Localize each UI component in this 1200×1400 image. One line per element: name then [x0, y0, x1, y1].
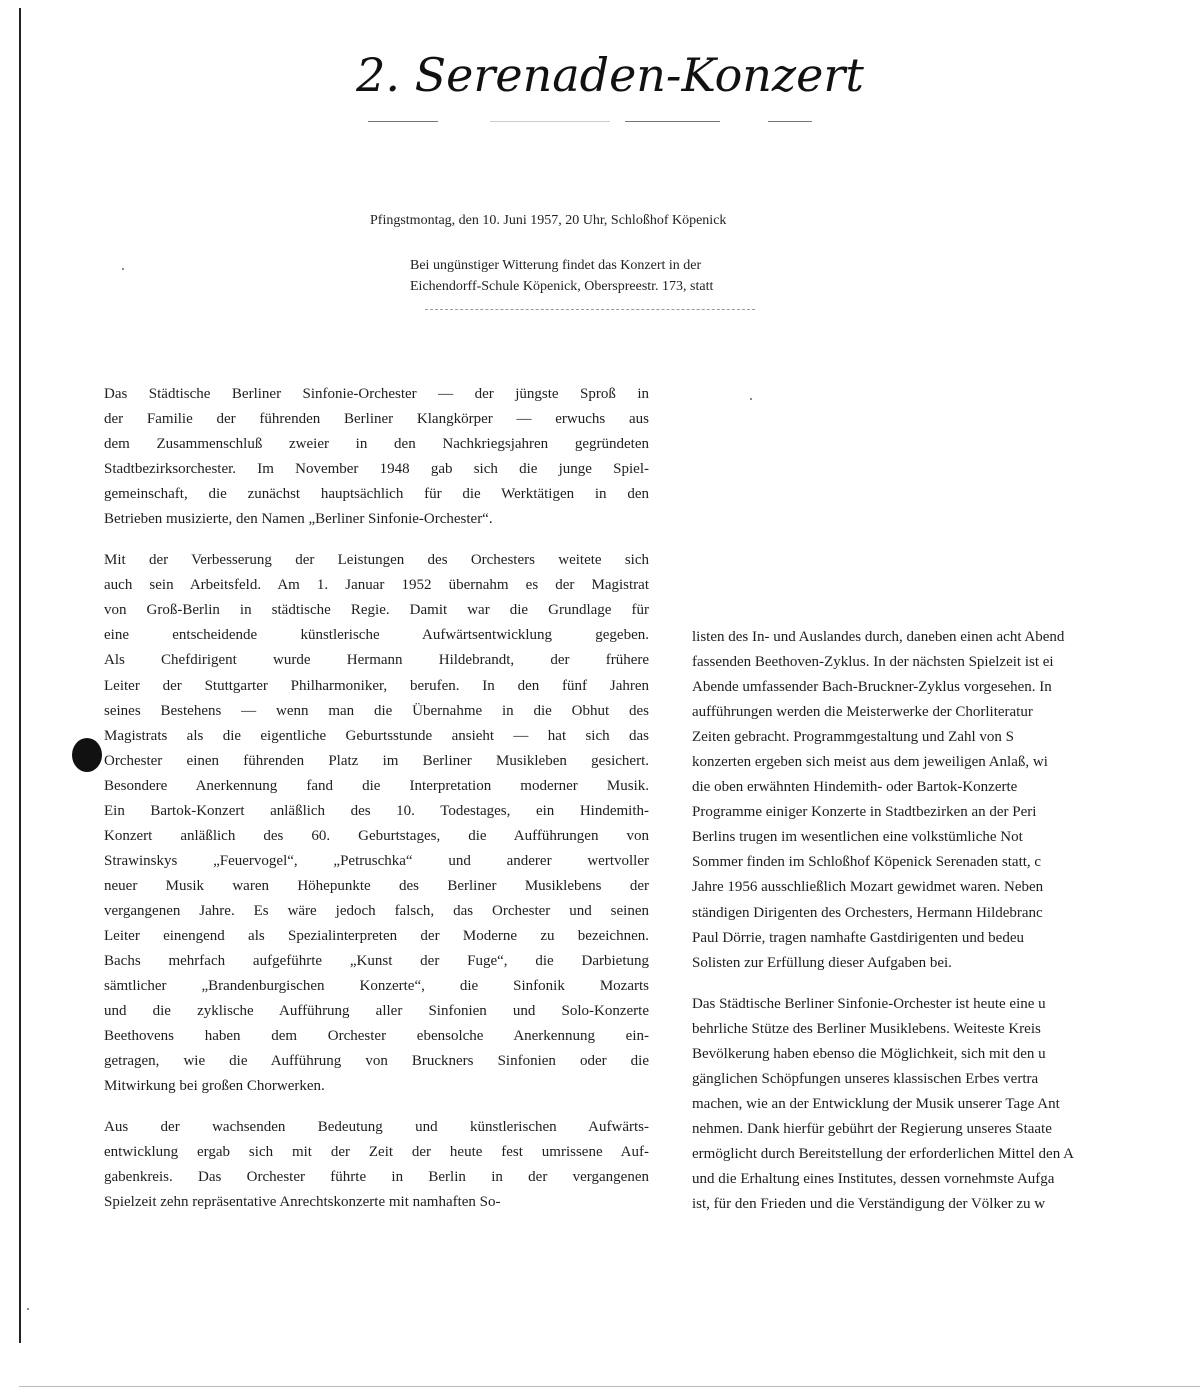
text-line: seines Bestehens — wenn man die Übernahme in die Obhut des	[104, 702, 649, 719]
text-line: Magistrats als die eigentliche Geburtsstunde ansieht — hat sich das	[104, 727, 649, 744]
text-line: neuer Musik waren Höhepunkte des Berliner Musiklebens der	[104, 877, 649, 894]
text-line: gabenkreis. Das Orchester führte in Berlin in der vergangenen	[104, 1169, 649, 1186]
text-line: machen, wie an der Entwicklung der Musik unserer Tage Ant	[692, 1095, 1060, 1112]
text-line: Das Städtische Berliner Sinfonie-Orchester — der jüngste Sproß in	[104, 386, 649, 402]
text-line: Leiter der Stuttgarter Philharmoniker, berufen. In den fünf Jahren	[104, 677, 649, 694]
text-line: Programme einiger Konzerte in Stadtbezirken an der Peri	[692, 804, 1037, 821]
text-line: dem Zusammenschluß zweier in den Nachkriegsjahren gegründeten	[104, 436, 649, 453]
text-line: der Familie der führenden Berliner Klangkörper — erwuchs aus	[104, 411, 649, 428]
text-line: konzerten ergeben sich meist aus dem jeweiligen Anlaß, wi	[692, 754, 1048, 771]
text-line: ständigen Dirigenten des Orchesters, Hermann Hildebranc	[692, 904, 1043, 921]
text-line: eine entscheidende künstlerische Aufwärtsentwicklung gegeben.	[104, 627, 649, 644]
text-line: gänglichen Schöpfungen unseres klassischen Erbes vertra	[692, 1070, 1039, 1087]
text-line: und die zyklische Aufführung aller Sinfonien und Solo-Konzerte	[104, 1003, 649, 1020]
page-edge-rule	[19, 8, 21, 1343]
text-line: Spielzeit zehn repräsentative Anrechtskonzerte mit namhaften So-	[104, 1194, 501, 1211]
text-line: von Groß-Berlin in städtische Regie. Damit war die Grundlage für	[104, 602, 649, 619]
text-line: Beethovens haben dem Orchester ebensolche Anerkennung ein-	[104, 1028, 649, 1045]
paper-speck	[27, 1308, 29, 1310]
text-line: Berlins trugen im wesentlichen eine volkstümliche Not	[692, 829, 1023, 846]
text-line: Besondere Anerkennung fand die Interpretation moderner Musik.	[104, 777, 649, 794]
text-line: sämtlicher „Brandenburgischen Konzerte“, die Sinfonik Mozarts	[104, 978, 649, 995]
text-line: fassenden Beethoven-Zyklus. In der nächsten Spielzeit ist ei	[692, 654, 1054, 671]
text-line: Bachs mehrfach aufgeführte „Kunst der Fuge“, die Darbietung	[104, 953, 649, 970]
text-line: auch sein Arbeitsfeld. Am 1. Januar 1952 übernahm es der Magistrat	[104, 577, 649, 594]
title-rule	[625, 121, 720, 122]
text-line: Ein Bartok-Konzert anläßlich des 10. Todestages, ein Hindemith-	[104, 802, 649, 819]
article-column-left	[104, 382, 649, 1216]
text-line: aufführungen werden die Meisterwerke der Chorliteratur	[692, 704, 1033, 721]
weather-note	[410, 255, 830, 297]
paper-speck	[122, 268, 124, 270]
event-date-line: Pfingstmontag, den 10. Juni 1957, 20 Uhr, Schloßhof Köpenick	[370, 213, 727, 228]
text-line: Orchester einen führenden Platz im Berliner Musikleben gesichert.	[104, 752, 649, 769]
text-line: Das Städtische Berliner Sinfonie-Orchester ist heute eine u	[692, 995, 1046, 1012]
text-line: Mitwirkung bei großen Chorwerken.	[104, 1078, 325, 1095]
text-line: Paul Dörrie, tragen namhafte Gastdirigenten und bedeu	[692, 929, 1024, 946]
title-rule	[768, 121, 812, 122]
ink-blot	[72, 738, 102, 772]
paragraph-gap	[692, 976, 1165, 992]
text-line: Betrieben musizierte, den Namen „Berliner Sinfonie-Orchester“.	[104, 511, 493, 528]
text-line: Abende umfassender Bach-Bruckner-Zyklus vorgesehen. In	[692, 679, 1052, 696]
article-paragraph	[692, 992, 1165, 1217]
text-line: Jahre 1956 ausschließlich Mozart gewidmet waren. Neben	[692, 879, 1044, 896]
text-line: Mit der Verbesserung der Leistungen des Orchesters weitete sich	[104, 552, 649, 569]
text-line: Zeiten gebracht. Programmgestaltung und Zahl von S	[692, 729, 1015, 746]
weather-note-line: Eichendorff-Schule Köpenick, Oberspreestr. 173, statt	[410, 279, 714, 294]
weather-note-line: Bei ungünstiger Witterung findet das Konzert in der	[410, 258, 702, 273]
weather-rule	[425, 309, 755, 310]
text-line: Als Chefdirigent wurde Hermann Hildebrandt, der frühere	[104, 652, 649, 669]
article-paragraph	[104, 1115, 649, 1215]
paper-speck	[750, 398, 752, 400]
title-rule	[368, 121, 438, 122]
paragraph-gap	[104, 1099, 649, 1115]
text-line: Solisten zur Erfüllung dieser Aufgaben bei.	[692, 954, 952, 971]
text-line: gemeinschaft, die zunächst hauptsächlich für die Werktätigen in den	[104, 486, 649, 503]
text-line: die oben erwähnten Hindemith- oder Bartok-Konzerte	[692, 779, 1018, 796]
article-paragraph	[104, 548, 649, 1099]
text-line: behrliche Stütze des Berliner Musiklebens. Weiteste Kreis	[692, 1020, 1041, 1037]
text-line: Konzert anläßlich des 60. Geburtstages, die Aufführungen von	[104, 827, 649, 844]
text-line: Sommer finden im Schloßhof Köpenick Serenaden statt, c	[692, 854, 1042, 871]
text-line: listen des In- und Auslandes durch, daneben einen acht Abend	[692, 629, 1065, 645]
text-line: vergangenen Jahre. Es wäre jedoch falsch, das Orchester und seinen	[104, 902, 649, 919]
text-line: Strawinskys „Feuervogel“, „Petruschka“ und anderer wertvoller	[104, 852, 649, 869]
text-line: Aus der wachsenden Bedeutung und künstlerischen Aufwärts-	[104, 1119, 649, 1136]
article-paragraph	[692, 625, 1165, 976]
text-line: und die Erhaltung eines Institutes, dessen vornehmste Aufga	[692, 1170, 1055, 1187]
page-title: 2. Serenaden-Konzert	[356, 48, 864, 102]
paragraph-gap	[104, 532, 649, 548]
text-line: Bevölkerung haben ebenso die Möglichkeit, sich mit den u	[692, 1045, 1046, 1062]
text-line: getragen, wie die Aufführung von Bruckners Sinfonien oder die	[104, 1053, 649, 1070]
text-line: Stadtbezirksorchester. Im November 1948 gab sich die junge Spiel-	[104, 461, 649, 478]
page-bottom-rule	[19, 1386, 1200, 1387]
title-rule	[490, 121, 610, 122]
article-column-right	[692, 625, 1165, 1225]
text-line: ermöglicht durch Bereitstellung der erforderlichen Mittel den A	[692, 1145, 1074, 1162]
text-line: nehmen. Dank hierfür gebührt der Regierung unseres Staate	[692, 1120, 1052, 1137]
text-line: ist, für den Frieden und die Verständigung der Völker zu w	[692, 1196, 1046, 1213]
text-line: Leiter einengend als Spezialinterpreten der Moderne zu bezeichnen.	[104, 927, 649, 944]
article-paragraph	[104, 382, 649, 532]
text-line: entwicklung ergab sich mit der Zeit der heute fest umrissene Auf-	[104, 1144, 649, 1161]
